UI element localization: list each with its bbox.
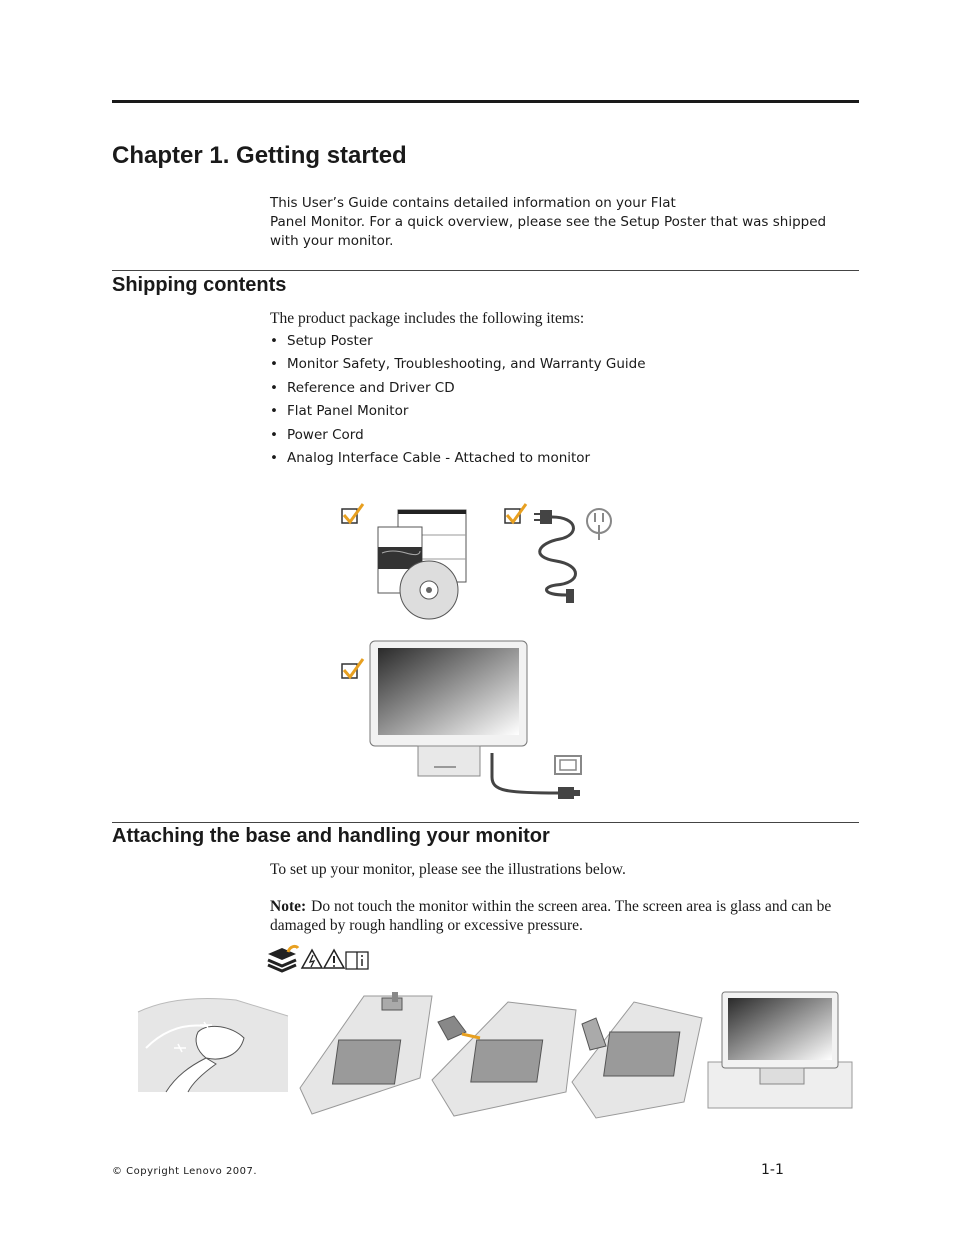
attach-base-step [432, 1002, 576, 1116]
list-item: • Reference and Driver CD [270, 378, 646, 401]
list-item: • Setup Poster [270, 331, 646, 354]
power-plug-icon [587, 509, 611, 540]
chapter-top-rule [112, 100, 859, 103]
section-rule [112, 822, 859, 823]
box-icon [268, 946, 298, 971]
upright-monitor-step [708, 992, 852, 1108]
chapter-title: Chapter 1. Getting started [112, 142, 407, 169]
intro-line: Panel Monitor. For a quick overview, please see the Setup Poster that was shipped [270, 214, 827, 230]
base-attachment-steps-illustration [136, 988, 854, 1120]
page-number: 1-1 [761, 1162, 784, 1178]
chapter-intro [270, 194, 860, 251]
caution-icon [324, 950, 344, 968]
electric-warning-icon [302, 950, 322, 968]
checkmark-icon [342, 659, 363, 678]
list-item: • Power Cord [270, 425, 646, 448]
footer-copyright: © Copyright Lenovo 2007. [112, 1166, 258, 1177]
monitor-icon [370, 641, 527, 776]
attaching-section-title: Attaching the base and handling your monitor [112, 825, 550, 847]
place-monitor-step [300, 992, 432, 1114]
list-item: • Analog Interface Cable - Attached to monitor [270, 448, 646, 471]
handling-note [270, 897, 840, 935]
power-cord-icon [534, 510, 576, 603]
warning-icons-row [266, 944, 370, 974]
attaching-lead: To set up your monitor, please see the illustrations below. [270, 861, 626, 878]
note-text: Do not touch the monitor within the screen area. The screen area is glass and can be damaged by rough handling or excessive pressure. [270, 898, 832, 934]
note-label: Note: [270, 898, 307, 915]
list-item: • Flat Panel Monitor [270, 401, 646, 424]
shipping-items-list [270, 331, 646, 471]
intro-line: This User’s Guide contains detailed information on your Flat [270, 195, 676, 211]
checkmark-icon [342, 504, 363, 523]
section-rule [112, 270, 859, 271]
shipping-section-title: Shipping contents [112, 274, 287, 296]
intro-line: with your monitor. [270, 233, 394, 249]
cd-icon [400, 561, 458, 619]
list-item: • Monitor Safety, Troubleshooting, and Warranty Guide [270, 354, 646, 377]
shipping-lead: The product package includes the following items: [270, 310, 585, 327]
shipping-contents-illustration [330, 495, 620, 810]
manual-info-icon [346, 952, 368, 969]
secure-base-step [572, 1002, 702, 1118]
checkmark-icon [505, 504, 526, 523]
vga-port-icon [555, 756, 581, 774]
clean-surface-step [138, 999, 288, 1093]
